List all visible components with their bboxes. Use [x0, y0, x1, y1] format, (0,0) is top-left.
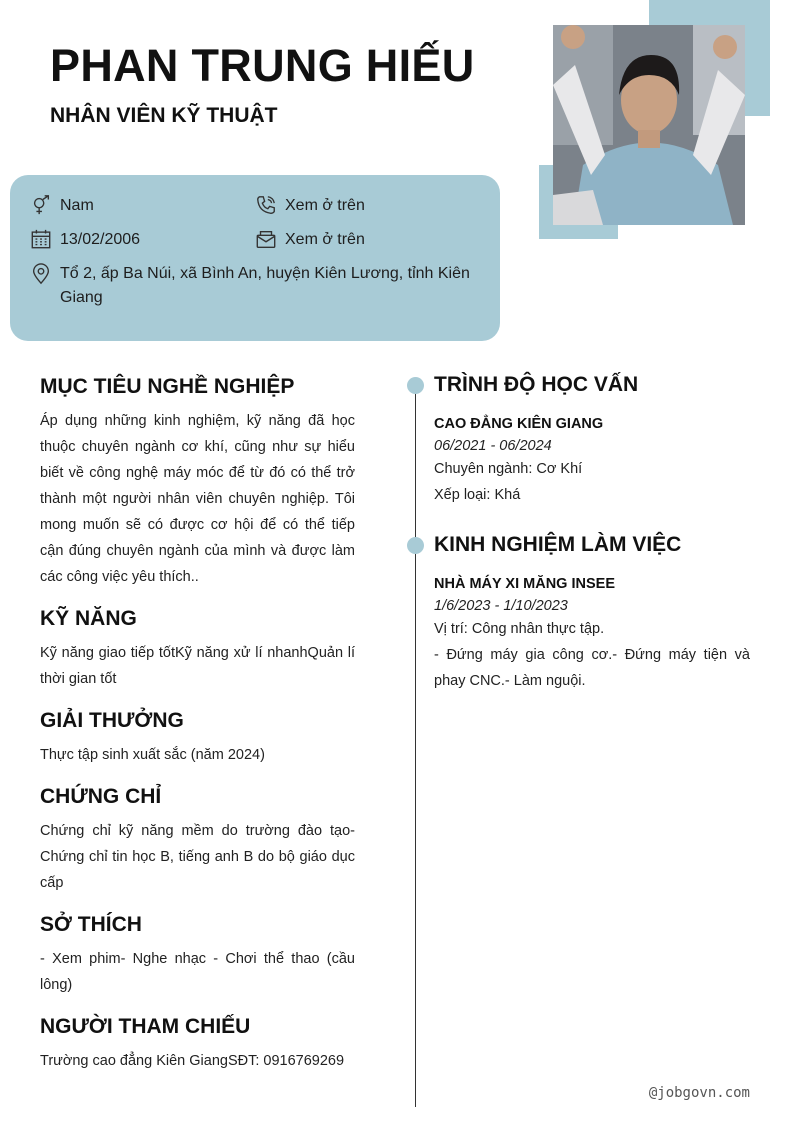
- objective-text: Áp dụng những kinh nghiệm, kỹ năng đã học thuộc chuyên ngành cơ khí, cũng như sự hiểu biết về công nghệ máy móc để từ đó có thể trở thành một người nhân viên chuyên nghiệp. Tôi mong muốn sẽ có được cơ hội để có thể tiếp cận đúng chuyên ngành của mình và được làm các công việc yêu thích..: [40, 413, 355, 585]
- education-major: Chuyên ngành: Cơ Khí: [434, 461, 583, 477]
- references-section: [40, 1012, 355, 1074]
- education-period: 06/2021 - 06/2024: [434, 438, 552, 454]
- company-name: NHÀ MÁY XI MĂNG INSEE: [434, 576, 616, 592]
- hobbies-heading: SỞ THÍCH: [40, 913, 142, 936]
- contact-panel: [10, 175, 500, 341]
- calendar-icon: [30, 228, 52, 250]
- objective-heading: MỤC TIÊU NGHỀ NGHIỆP: [40, 375, 295, 398]
- dob-value: 13/02/2006: [60, 231, 141, 248]
- experience-details: - Đứng máy gia công cơ.- Đứng máy tiện và phay CNC.- Làm nguội.: [434, 647, 750, 689]
- references-heading: NGƯỜI THAM CHIẾU: [40, 1015, 251, 1038]
- skills-heading: KỸ NĂNG: [40, 607, 137, 630]
- address-item: [30, 262, 470, 310]
- school-name: CAO ĐẲNG KIÊN GIANG: [434, 416, 604, 432]
- address-value: Tổ 2, ấp Ba Núi, xã Bình An, huyện Kiên Lương, tỉnh Kiên Giang: [60, 265, 470, 306]
- education-rank: Xếp loại: Khá: [434, 487, 521, 503]
- location-pin-icon: [30, 263, 52, 285]
- candidate-name: PHAN TRUNG HIẾU: [50, 40, 475, 91]
- hobbies-text: - Xem phim- Nghe nhạc - Chơi thể thao (cầu lông): [40, 951, 355, 993]
- gender-value: Nam: [60, 197, 94, 214]
- watermark: @jobgovn.com: [648, 1085, 750, 1101]
- awards-text: Thực tập sinh xuất sắc (năm 2024): [40, 747, 265, 763]
- education-heading: TRÌNH ĐỘ HỌC VẤN: [434, 373, 639, 396]
- gender-icon: [30, 194, 52, 216]
- email-value: Xem ở trên: [285, 231, 365, 248]
- experience-heading: KINH NGHIỆM LÀM VIỆC: [434, 533, 682, 556]
- profile-photo: [553, 25, 745, 225]
- awards-section: [40, 706, 355, 768]
- job-title: NHÂN VIÊN KỸ THUẬT: [50, 104, 278, 127]
- left-column: [40, 372, 355, 1088]
- dob-item: [30, 228, 140, 252]
- timeline-dot-education: [407, 377, 424, 394]
- certificates-text: Chứng chỉ kỹ năng mềm do trường đào tạo-Chứng chỉ tin học B, tiếng anh B do bộ giáo dục cấp: [40, 823, 355, 891]
- mail-icon: [255, 228, 277, 250]
- experience-section: [434, 530, 750, 694]
- timeline-line: [415, 385, 416, 1107]
- skills-section: [40, 604, 355, 692]
- education-section: [434, 370, 750, 508]
- skills-text: Kỹ năng giao tiếp tốtKỹ năng xử lí nhanhQuản lí thời gian tốt: [40, 645, 355, 687]
- references-text: Trường cao đẳng Kiên GiangSĐT: 0916769269: [40, 1053, 345, 1069]
- phone-item: [255, 194, 365, 218]
- certificates-heading: CHỨNG CHỈ: [40, 785, 162, 808]
- awards-heading: GIẢI THƯỞNG: [40, 709, 184, 732]
- phone-icon: [255, 194, 277, 216]
- email-item: [255, 228, 365, 252]
- experience-position: Vị trí: Công nhân thực tập.: [434, 621, 605, 637]
- hobbies-section: [40, 910, 355, 998]
- objective-section: [40, 372, 355, 590]
- phone-value: Xem ở trên: [285, 197, 365, 214]
- certificates-section: [40, 782, 355, 896]
- experience-period: 1/6/2023 - 1/10/2023: [434, 598, 568, 614]
- gender-item: [30, 194, 94, 218]
- timeline-dot-experience: [407, 537, 424, 554]
